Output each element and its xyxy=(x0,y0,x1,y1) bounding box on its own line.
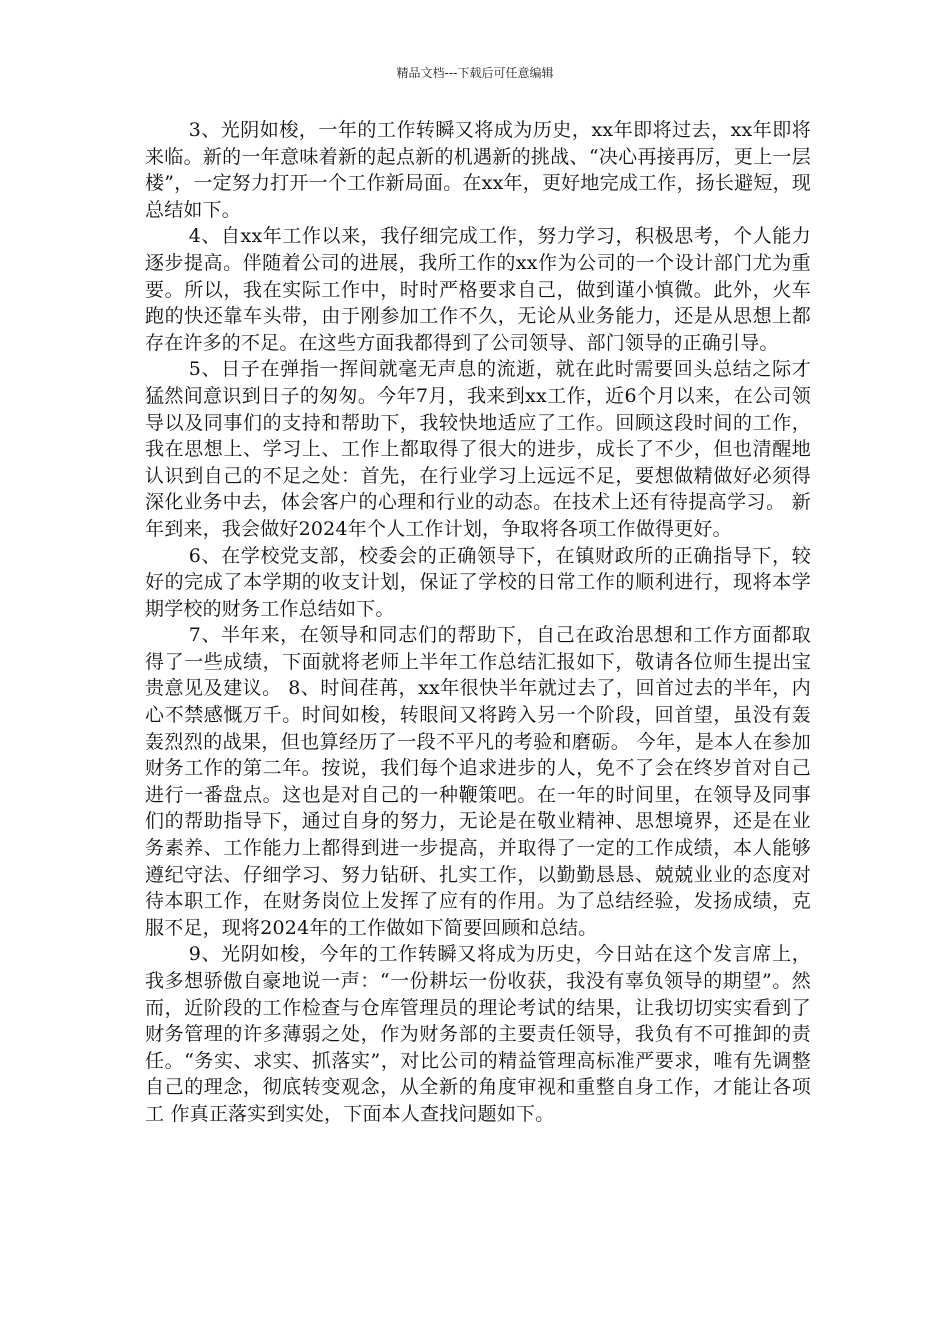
document-body xyxy=(145,117,811,1128)
paragraph-6: 6、在学校党支部，校委会的正确领导下，在镇财政所的正确指导下，较好的完成了本学期的收支计划，保证了学校的日常工作的顺利进行，现将本学期学校的财务工作总结如下。 xyxy=(145,544,811,620)
paragraph-9: 9、光阴如梭，今年的工作转瞬又将成为历史，今日站在这个发言席上，我多想骄傲自豪地说一声：“一份耕坛一份收获，我没有辜负领导的期望”。然而，近阶段的工作检查与仓库管理员的理论考试的结果，让我切切实实看到了财务管理的许多薄弱之处，作为财务部的主要责任领导，我负有不可推卸的责任。“务实、求实、抓落实”，对比公司的精益管理高标准严要求，唯有先调整自己的理念，彻底转变观念，从全新的角度审视和重整自身工作，才能让各项工 作真正落实到实处，下面本人查找问题如下。 xyxy=(145,943,811,1125)
paragraph-4: 4、自xx年工作以来，我仔细完成工作，努力学习，积极思考，个人能力逐步提高。伴随着公司的进展，我所工作的xx作为公司的一个设计部门尤为重要。所以，我在实际工作中，时时严格要求自己，做到谨小慎微。此外，火车跑的快还靠车头带，由于刚参加工作不久，无论从业务能力，还是从思想上都存在许多的不足。在这些方面我都得到了公司领导、部门领导的正确引导。 xyxy=(145,225,811,354)
paragraph-5: 5、日子在弹指一挥间就毫无声息的流逝，就在此时需要回头总结之际才猛然间意识到日子的匆匆。今年7月，我来到xx工作，近6个月以来，在公司领导以及同事们的支持和帮助下，我较快地适应了工作。回顾这段时间的工作，我在思想上、学习上、工作上都取得了很大的进步，成长了不少，但也清醒地认识到自己的不足之处：首先，在行业学习上远远不足，要想做精做好必须得深化业务中去，体会客户的心理和行业的动态。在技术上还有待提高学习。 新年到来，我会做好2024年个人工作计划，争取将各项工作做得更好。 xyxy=(145,358,811,540)
paragraph-7-8: 7、半年来，在领导和同志们的帮助下，自己在政治思想和工作方面都取得了一些成绩，下面就将老师上半年工作总结汇报如下，敬请各位师生提出宝贵意见及建议。 8、时间荏苒，xx年很快半年就过去了，回首过去的半年，内心不禁感慨万千。时间如梭，转眼间又将跨入另一个阶段，回首望，虽没有轰轰烈烈的战果，但也算经历了一段不平凡的考验和磨砺。 今年，是本人在参加财务工作的第二年。按说，我们每个追求进步的人，免不了会在终岁首对自己进行一番盘点。这也是对自己的一种鞭策吧。在一年的时间里，在领导及同事们的帮助指导下，通过自身的努力，无论是在敬业精神、思想境界，还是在业务素养、工作能力上都得到进一步提高，并取得了一定的工作成绩，本人能够遵纪守法、仔细学习、努力钻研、扎实工作，以勤勤恳恳、兢兢业业的态度对待本职工作，在财务岗位上发挥了应有的作用。为了总结经验，发扬成绩，克服不足，现将2024年的工作做如下简要回顾和总结。 xyxy=(145,624,811,939)
paragraph-3: 3、光阴如梭，一年的工作转瞬又将成为历史，xx年即将过去，xx年即将来临。新的一年意味着新的起点新的机遇新的挑战、“决心再接再厉，更上一层楼”，一定努力打开一个工作新局面。在xx年，更好地完成工作，扬长避短，现总结如下。 xyxy=(145,119,811,221)
page-header: 精品文档---下载后可任意编辑 xyxy=(396,66,554,80)
